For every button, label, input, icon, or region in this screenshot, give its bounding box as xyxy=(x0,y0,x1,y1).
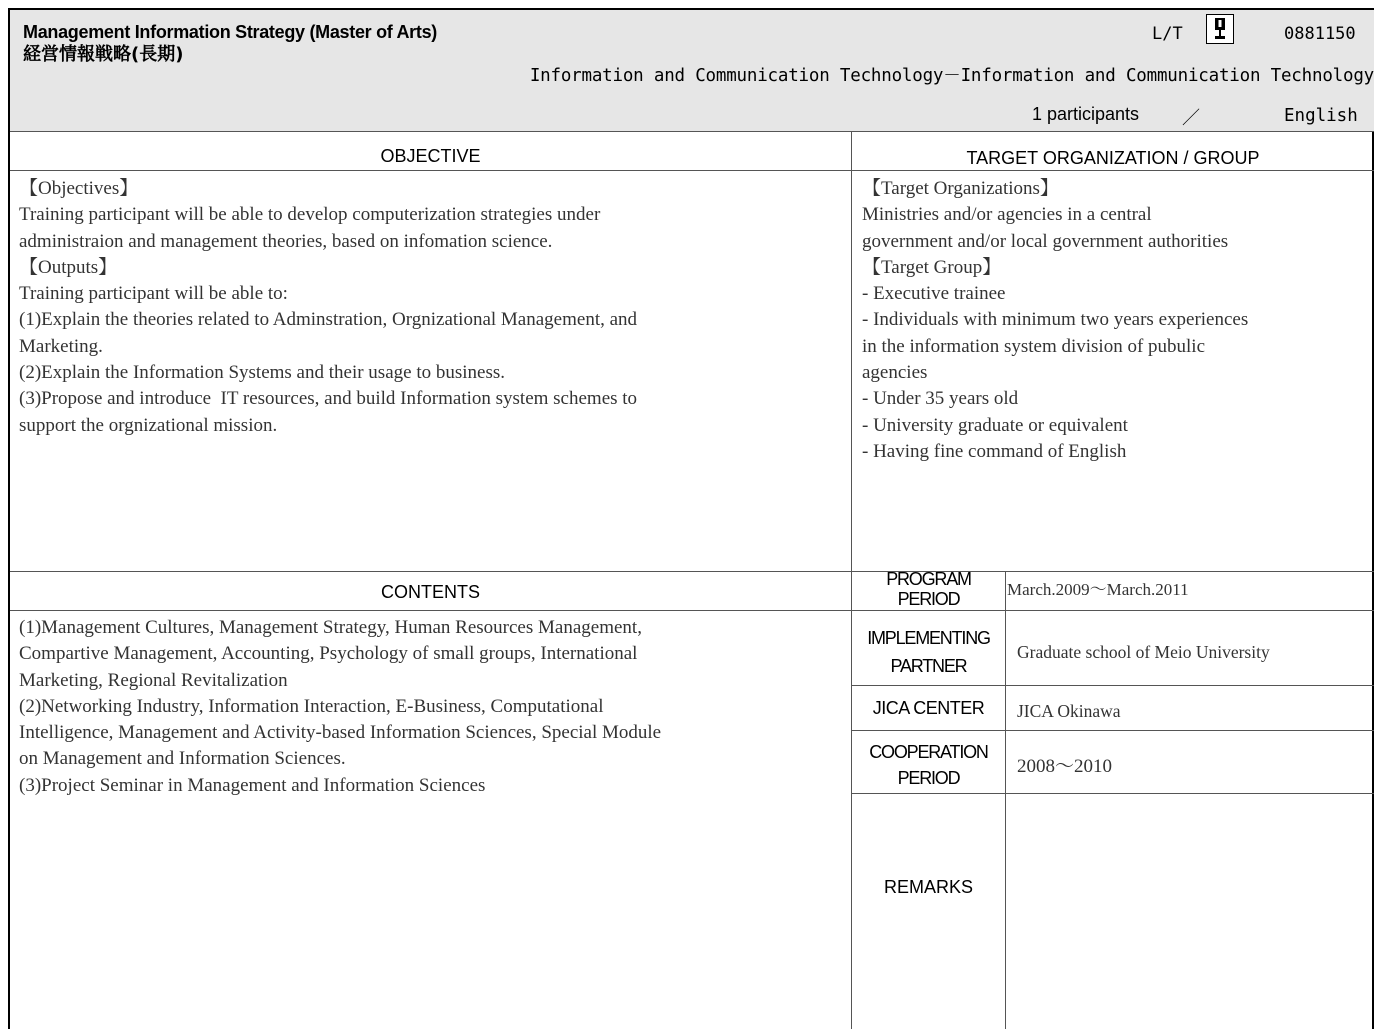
jica-center-value: JICA Okinawa xyxy=(1017,701,1121,721)
program-period-label: PROGRAM PERIOD xyxy=(886,569,971,609)
contents-text: (1)Management Cultures, Management Strategy, Human Resources Management, Compartive Management, Accounting, Psychology of small groups, International Marketing, Regional Revitalization (2)Networking Industry, Information Interaction, E-Business, Computational Intelligence, Management and Activity-based Information Sciences, Special Module on Management and Information Sciences. (3)Project Seminar in Management and Information Sciences xyxy=(19,617,662,796)
course-language: English xyxy=(1284,106,1358,126)
target-heading: TARGET ORGANIZATION / GROUP xyxy=(966,148,1260,168)
divider xyxy=(10,610,1374,611)
program-period-value: March.2009～March.2011 xyxy=(1007,580,1189,599)
header-separator: ／ xyxy=(1182,108,1200,129)
participants-count: 1 participants xyxy=(1032,104,1140,124)
divider xyxy=(851,685,1374,686)
lt-label: L/T xyxy=(1152,24,1183,44)
objective-heading: OBJECTIVE xyxy=(380,146,481,166)
target-text: 【Target Organizations】 Ministries and/or agencies in a central government and/or local government authorities 【Target Group】 - Executive trainee - Individuals with minimum two years experiences in the information system division of pubulic agencies - Under 35 years old - University graduate or equivalent - Having fine command of English xyxy=(862,178,1249,462)
course-title-japanese: 経営情報戦略(長期) xyxy=(23,44,184,65)
cooperation-period-label: COOPERATION PERIOD xyxy=(869,742,988,788)
course-field: Information and Communication Technology－Information and Communication Technology xyxy=(529,66,1374,86)
divider xyxy=(1005,571,1006,1029)
contents-heading: CONTENTS xyxy=(381,582,480,602)
course-sheet xyxy=(8,8,1374,1029)
divider xyxy=(851,730,1374,731)
course-header xyxy=(10,10,1374,132)
course-code: 0881150 xyxy=(1284,24,1356,44)
divider xyxy=(851,793,1374,794)
remarks-label: REMARKS xyxy=(883,877,973,897)
divider xyxy=(10,571,1374,572)
objective-text: 【Objectives】 Training participant will be able to develop computerization strategies under administraion and management theories, based on infomation science. 【Outputs】 Training participant will be able to: (1)Explain the theories related to Adminstration, Orgnizational Management, and Marketing. (2)Explain the Information Systems and their usage to business. (3)Propose and introduce IT resources, and build Information system schemes to support the orgnizational mission. xyxy=(19,178,638,436)
course-title-english: Management Information Strategy (Master of Arts) xyxy=(23,22,437,42)
divider xyxy=(10,170,1374,171)
cooperation-period-value: 2008～2010 xyxy=(1017,756,1113,777)
person-icon xyxy=(1206,14,1234,44)
implementing-partner-value: Graduate school of Meio University xyxy=(1017,642,1270,662)
jica-center-label: JICA CENTER xyxy=(872,698,985,718)
implementing-partner-label: IMPLEMENTING PARTNER xyxy=(867,628,990,676)
